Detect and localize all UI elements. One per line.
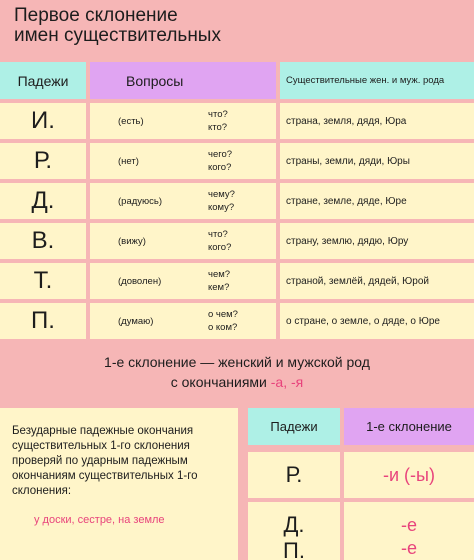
subtitle-line-2 <box>30 372 444 392</box>
question-pair <box>208 268 230 294</box>
question-1: чего? <box>208 149 233 160</box>
question-pair <box>208 228 231 254</box>
example-words: страной, землёй, дядей, Юрой <box>280 263 474 299</box>
verb-hint: (вижу) <box>118 235 146 247</box>
verb-hint: (доволен) <box>118 275 162 287</box>
questions-cell <box>90 303 276 339</box>
case-ending: -е <box>344 502 474 548</box>
question-2: кем? <box>208 282 230 293</box>
case-label: Р. <box>0 143 86 179</box>
title-line-1: Первое склонение <box>14 5 178 26</box>
table-row <box>0 103 474 139</box>
case-label: П. <box>0 303 86 339</box>
example-words: страну, землю, дядю, Юру <box>280 223 474 259</box>
table-row <box>0 303 474 339</box>
questions-cell <box>90 223 276 259</box>
page-title <box>14 6 221 46</box>
example-words: страна, земля, дядя, Юра <box>280 103 474 139</box>
rule-note <box>0 408 238 560</box>
question-1: чем? <box>208 269 231 280</box>
table-row <box>0 183 474 219</box>
subtitle-prefix: с окончаниями <box>170 374 267 390</box>
question-2: кто? <box>208 122 228 133</box>
title-line-2: имен существительных <box>14 25 221 46</box>
question-1: что? <box>208 229 228 240</box>
questions-cell <box>90 263 276 299</box>
question-1: о чем? <box>208 309 238 320</box>
example-words: о стране, о земле, о дяде, о Юре <box>280 303 474 339</box>
questions-cell <box>90 103 276 139</box>
example-words: стране, земле, дяде, Юре <box>280 183 474 219</box>
case-label: П. <box>248 538 340 560</box>
header-questions: Вопросы <box>90 62 276 99</box>
case-label: Т. <box>0 263 86 299</box>
verb-hint: (думаю) <box>118 315 154 327</box>
table-row <box>0 143 474 179</box>
questions-cell <box>90 143 276 179</box>
question-pair <box>208 108 228 134</box>
example-words: страны, земли, дяди, Юры <box>280 143 474 179</box>
question-2: кому? <box>208 202 235 213</box>
question-2: кого? <box>208 162 232 173</box>
header-cases: Падежи <box>0 62 86 99</box>
subtitle-line-1: 1-е склонение — женский и мужской род <box>104 354 370 370</box>
verb-hint: (есть) <box>118 115 144 127</box>
verb-hint: (нет) <box>118 155 139 167</box>
question-1: что? <box>208 109 228 120</box>
case-label: Д. <box>0 183 86 219</box>
section-subtitle <box>30 352 444 392</box>
table-row <box>0 223 474 259</box>
question-pair <box>208 188 235 214</box>
case-ending: -и (-ы) <box>344 452 474 498</box>
subtitle-endings: -а, -я <box>270 374 304 390</box>
case-label: Д. <box>248 502 340 548</box>
verb-hint: (радуюсь) <box>118 195 163 207</box>
header2-declension: 1-е склонение <box>344 408 474 445</box>
question-2: кого? <box>208 242 232 253</box>
question-1: чему? <box>208 189 235 200</box>
case-label: Р. <box>248 452 340 498</box>
case-ending: -е <box>344 538 474 560</box>
case-label: И. <box>0 103 86 139</box>
questions-cell <box>90 183 276 219</box>
header-examples: Существительные жен. и муж. рода <box>280 62 474 99</box>
rule-example: у доски, сестре, на земле <box>34 514 165 526</box>
table-row <box>0 263 474 299</box>
case-label: В. <box>0 223 86 259</box>
question-2: о ком? <box>208 322 238 333</box>
header2-cases: Падежи <box>248 408 340 445</box>
question-pair <box>208 148 232 174</box>
question-pair <box>208 308 238 334</box>
rule-text: Безударные падежные окончания существительных 1-го склонения проверяй по ударным падежным окончаниям существительных 1-го склонения: <box>12 425 198 497</box>
